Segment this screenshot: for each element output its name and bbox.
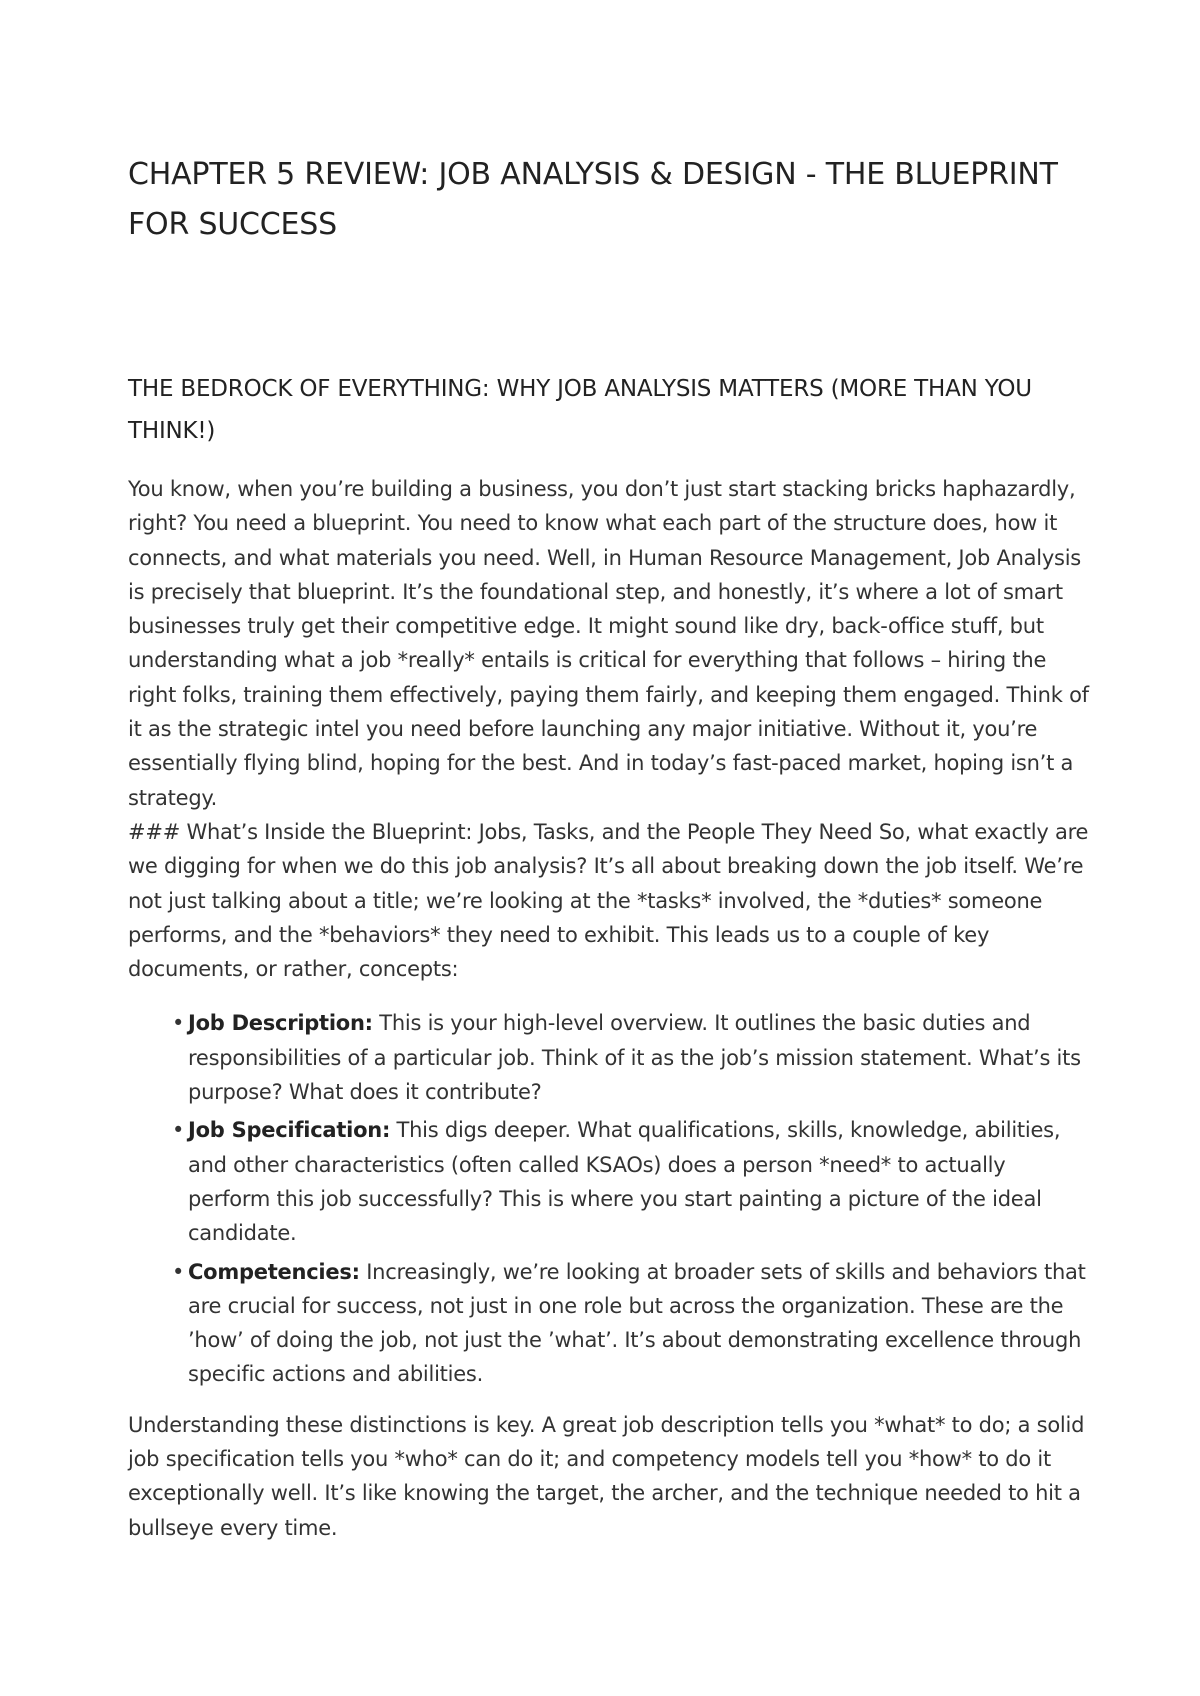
list-item-job-description bbox=[128, 1006, 1090, 1109]
bullet-text: This is your high-level overview. It outlines the basic duties and responsibilities of a particular job. Think of it as the job’s mission statement. What’s its purpose? What does it contribute? bbox=[188, 1011, 1081, 1105]
concept-list bbox=[128, 1006, 1090, 1391]
bullet-term: Job Description: bbox=[188, 1011, 373, 1036]
bullet-icon: • bbox=[172, 1259, 185, 1284]
bullet-text: This digs deeper. What qualifications, skills, knowledge, abilities, and other characteristics (often called KSAOs) does a person *need* to actually perform this job successfully? This is where you start painting a picture of the ideal candidate. bbox=[188, 1118, 1061, 1246]
list-item-job-specification bbox=[128, 1113, 1090, 1250]
bullet-text: Increasingly, we’re looking at broader sets of skills and behaviors that are crucial for success, not just in one role but across the organization. These are the ’how’ of doing the job, not just the ’what’. It’s about demonstrating excellence through specific actions and abilities. bbox=[188, 1259, 1086, 1387]
closing-paragraph: Understanding these distinctions is key. A great job description tells you *what* to do; a solid job specification tells you *who* can do it; and competency models tell you *how* to do it exceptionally well. It’s like knowing the target, the archer, and the technique needed to hit a bullseye every time. bbox=[128, 1412, 1085, 1540]
bullet-icon: • bbox=[172, 1011, 185, 1036]
bullet-icon: • bbox=[172, 1118, 185, 1143]
bullet-term: Competencies: bbox=[188, 1259, 360, 1284]
list-item-competencies bbox=[128, 1255, 1090, 1392]
subsection-paragraph: ### What’s Inside the Blueprint: Jobs, Tasks, and the People They Need So, what exactly are we digging for when we do this job analysis? It’s all about breaking down the job itself. We’re not just talking about a title; we’re looking at the *tasks* involved, the *duties* someone performs, and the *behaviors* they need to exhibit. This leads us to a couple of key documents, or rather, concepts: bbox=[128, 819, 1089, 982]
chapter-title: CHAPTER 5 REVIEW: JOB ANALYSIS & DESIGN - THE BLUEPRINT FOR SUCCESS bbox=[128, 157, 1058, 242]
bullet-term: Job Specification: bbox=[188, 1118, 391, 1143]
section-heading: THE BEDROCK OF EVERYTHING: WHY JOB ANALYSIS MATTERS (MORE THAN YOU THINK!) bbox=[128, 376, 1032, 444]
intro-paragraph: You know, when you’re building a business, you don’t just start stacking bricks haphazardly, right? You need a blueprint. You need to know what each part of the structure does, how it connects, and what materials you need. Well, in Human Resource Management, Job Analysis is precisely that blueprint. It’s the foundational step, and honestly, it’s where a lot of smart businesses truly get their competitive edge. It might sound like dry, back-office stuff, but understanding what a job *really* entails is critical for everything that follows – hiring the right folks, training them effectively, paying them fairly, and keeping them engaged. Think of it as the strategic intel you need before launching any major initiative. Without it, you’re essentially flying blind, hoping for the best. And in today’s fast-paced market, hoping isn’t a strategy. bbox=[128, 477, 1089, 810]
